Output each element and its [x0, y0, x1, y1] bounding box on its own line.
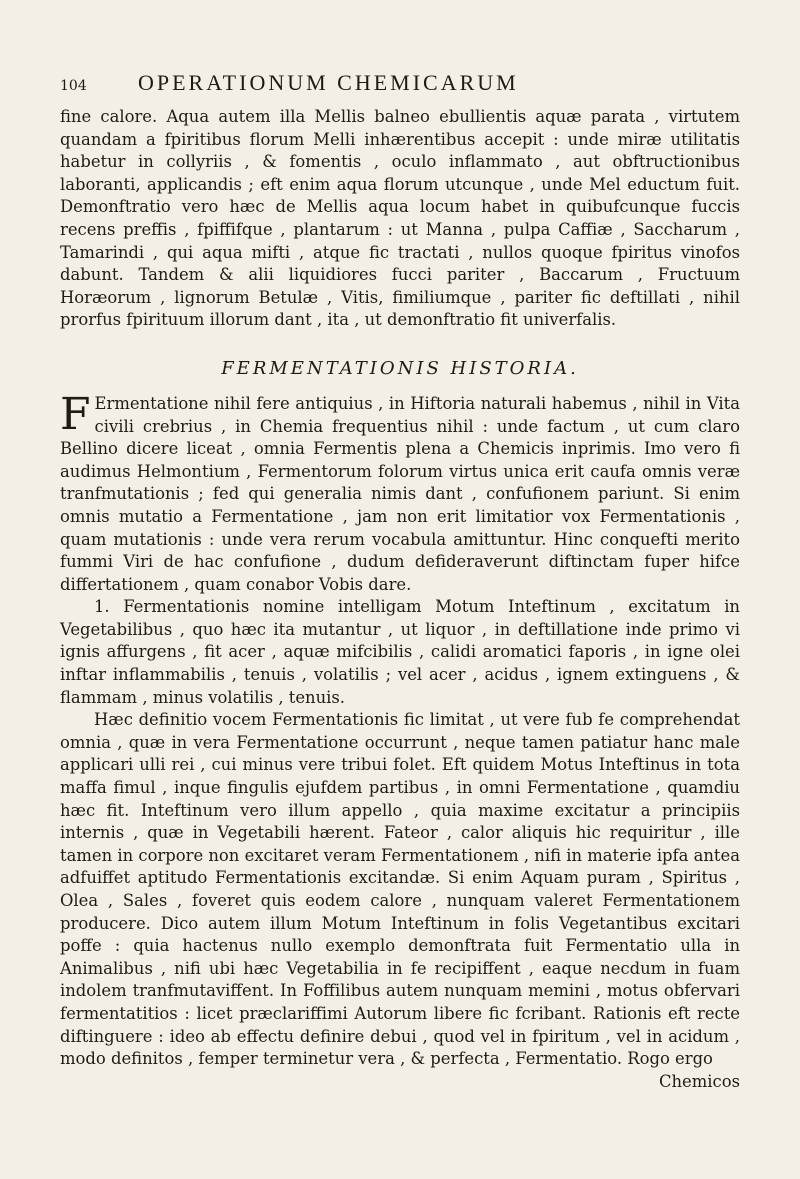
running-head	[60, 70, 740, 100]
section-heading: FERMENTATIONIS HISTORIA.	[221, 357, 579, 379]
definition-item-1: 1. Fermentationis nomine intelligam Motum Inteftinum , excitatum in Vegetabilibus , quo hæc ita mutantur , ut liquor , in deftillatione inde primo vi ignis affurgens , fit acer , aquæ mifcibilis , calidi aromatici faporis , in igne olei inftar inflammabilis , tenuis , volatilis ; vel acer , acidus , ignem extinguens , & flammam , minus volatilis , tenuis.	[60, 597, 740, 707]
intro-paragraph: fine calore. Aqua autem illa Mellis balneo ebullientis aquæ parata , virtutem quandam a fpiritibus florum Melli inhærentibus accepit : unde miræ utilitatis habetur in collyriis , & fomentis , oculo inflammato , aut obftructionibus laboranti, applicandis ; eft enim aqua florum utcunque , unde Mel eductum fuit. Demonftratio vero hæc de Mellis aqua locum habet in quibufcunque fuccis recens preffis , fpiffifque , plantarum : ut Manna , pulpa Caffiæ , Saccharum , Tamarindi , qui aqua mifti , atque fic tractati , nullos quoque fpiritus vinofos dabunt. Tandem & alii liquidiores fucci pariter , Baccarum , Fructuum Horæorum , lignorum Betulæ , Vitis, fimiliumque , pariter fic deftillati , nihil prorfus fpirituum illorum dant , ita , ut demonftratio fit univerfalis.	[60, 107, 740, 330]
page-number: 104	[60, 78, 87, 94]
opening-text: Ermentatione nihil fere antiquius , in Hiftoria naturali habemus , nihil in Vita civili crebrius , in Chemia frequentius nihil : unde factum , ut cum claro Bellino dicere liceat , omnia Fermentis plena a Chemicis inprimis. Imo vero fi audimus Helmontium , Fermentorum folorum virtus unica erit caufa omnis veræ tranfmutationis ; fed qui generalia nimis dant , confufionem pariunt. Si enim omnis mutatio a Fermentatione , jam non erit limitatior vox Fermentationis , quam mutationis : unde vera rerum vocabula amittuntur. Hinc conquefti merito fummi Viri de hac confufione , dudum defideraverunt diftinctam fuper hifce differtationem , quam conabor Vobis dare.	[60, 393, 740, 594]
drop-cap: F	[60, 388, 91, 440]
catchword: Chemicos	[658, 1071, 740, 1091]
running-title: OPERATIONUM CHEMICARUM	[138, 70, 519, 95]
commentary-paragraph: Hæc definitio vocem Fermentationis fic limitat , ut vere fub fe comprehendat omnia , quæ in vera Fermentatione occurrunt , neque tamen patiatur hanc male applicari ulli rei , cui minus vere tribui folet. Eft quidem Motus Inteftinus in tota maffa fimul , inque fingulis ejufdem partibus , in omni Fermentatione , quamdiu hæc fit. Inteftinum vero illum appello , quia maxime excitatur a principiis internis , quæ in Vegetabili hærent. Fateor , calor aliquis hic requiritur , ille tamen in corpore non excitaret veram Fermentationem , nifi in materie ipfa antea adfuiffet aptitudo Fermentationis excitandæ. Si enim Aquam puram , Spiritus , Olea , Sales , foveret quis eodem calore , nunquam valeret Fermentationem producere. Dico autem illum Motum Inteftinum in folis Vegetantibus excitari poffe : quia hactenus nullo exemplo demonftrata fuit Fermentatio ulla in Animalibus , nifi ubi hæc Vegetabilia in fe recipiffent , eaque necdum in fuam indolem tranfmutaviffent. In Foffilibus autem nunquam memini , motus obfervari fermentatitios : licet præclariffimi Autorum libere fic fcribant. Rationis eft recte diftinguere : ideo ab effectu definire debui , quod vel in fpiritum , vel in acidum , modo definitos , femper terminetur vera , & perfecta , Fermentatio. Rogo ergo	[60, 710, 740, 1069]
section-opening-paragraph	[60, 388, 740, 596]
